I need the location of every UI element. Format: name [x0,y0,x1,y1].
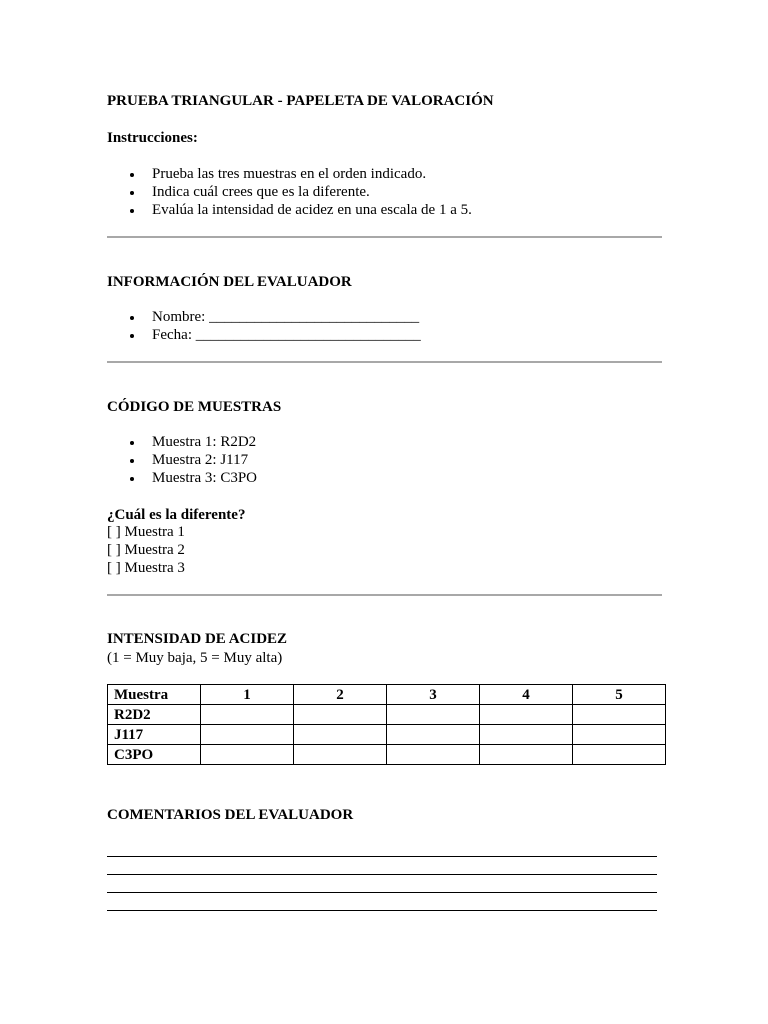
rating-cell[interactable] [294,745,387,765]
which-different-options [107,523,185,577]
rating-cell[interactable] [573,705,666,725]
sample-cell: C3PO [108,745,201,765]
rating-cell[interactable] [573,725,666,745]
acidity-table [107,684,666,765]
table-row [108,705,666,725]
rating-cell[interactable] [294,705,387,725]
option-checkbox[interactable]: [ ] Muestra 1 [107,524,185,540]
rating-cell[interactable] [480,705,573,725]
section-divider [107,361,662,363]
name-field[interactable]: Nombre: ____________________________ [107,308,421,326]
column-header: 2 [294,685,387,705]
column-header: 1 [201,685,294,705]
section-divider [107,236,662,238]
rating-cell[interactable] [201,725,294,745]
instructions-list [107,165,472,219]
sample-cell: J117 [108,725,201,745]
date-field[interactable]: Fecha: ______________________________ [107,326,421,344]
sample-code-item: Muestra 1: R2D2 [107,433,257,451]
column-header: Muestra [108,685,201,705]
rating-cell[interactable] [387,705,480,725]
evaluator-info-list [107,308,421,344]
option-checkbox[interactable]: [ ] Muestra 3 [107,560,185,576]
section-divider [107,594,662,596]
comments-heading: COMENTARIOS DEL EVALUADOR [107,807,354,823]
sample-codes-heading: CÓDIGO DE MUESTRAS [107,399,282,415]
instructions-heading: Instrucciones: [107,130,198,146]
which-different-question: ¿Cuál es la diferente? [107,507,246,523]
rating-cell[interactable] [387,745,480,765]
instruction-item: Indica cuál crees que es la diferente. [107,183,472,201]
rating-cell[interactable] [480,745,573,765]
comment-line[interactable] [107,910,657,911]
instruction-item: Evalúa la intensidad de acidez en una escala de 1 a 5. [107,201,472,219]
acidity-scale-note: (1 = Muy baja, 5 = Muy alta) [107,650,283,666]
comment-line[interactable] [107,892,657,893]
rating-cell[interactable] [201,705,294,725]
comment-line[interactable] [107,874,657,875]
option-checkbox[interactable]: [ ] Muestra 2 [107,542,185,558]
document-title: PRUEBA TRIANGULAR - PAPELETA DE VALORACIÓN [107,93,494,109]
rating-cell[interactable] [573,745,666,765]
sample-code-item: Muestra 2: J117 [107,451,257,469]
column-header: 5 [573,685,666,705]
table-header-row [108,685,666,705]
table-row [108,745,666,765]
column-header: 4 [480,685,573,705]
sample-codes-list [107,433,257,487]
evaluator-info-heading: INFORMACIÓN DEL EVALUADOR [107,274,352,290]
rating-cell[interactable] [387,725,480,745]
comment-line[interactable] [107,856,657,857]
rating-cell[interactable] [294,725,387,745]
rating-cell[interactable] [480,725,573,745]
sample-code-item: Muestra 3: C3PO [107,469,257,487]
table-row [108,725,666,745]
rating-cell[interactable] [201,745,294,765]
instruction-item: Prueba las tres muestras en el orden indicado. [107,165,472,183]
column-header: 3 [387,685,480,705]
sample-cell: R2D2 [108,705,201,725]
acidity-heading: INTENSIDAD DE ACIDEZ [107,631,288,647]
